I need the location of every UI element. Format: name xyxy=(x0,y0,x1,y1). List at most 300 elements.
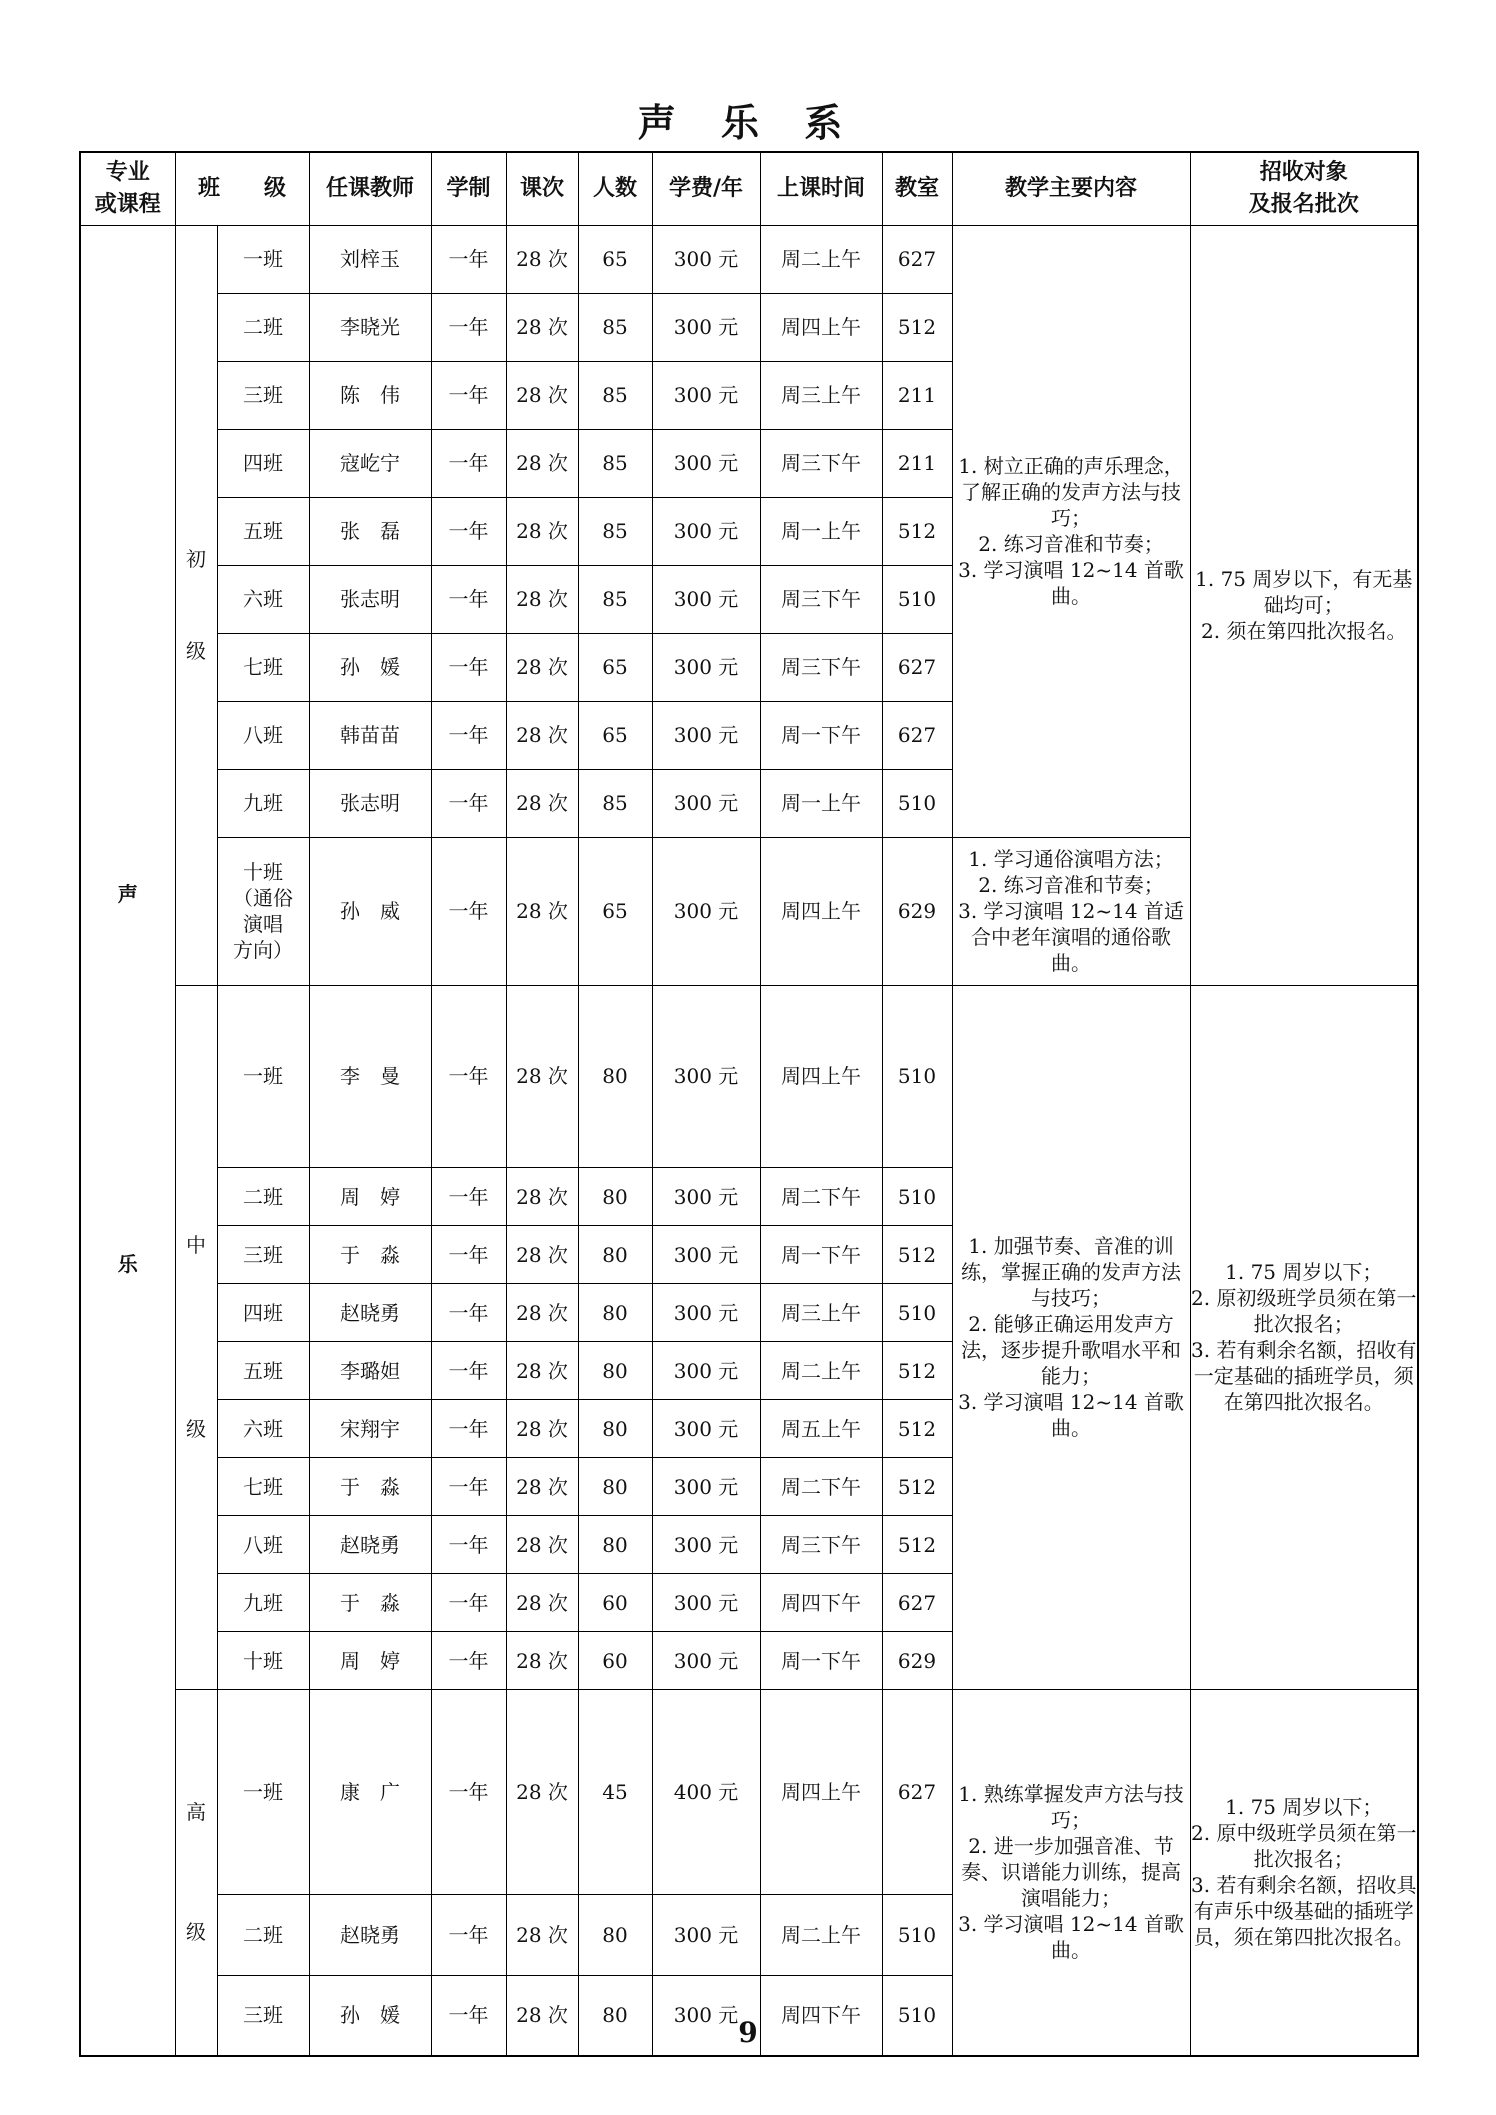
cell-sessions-text: 28 次 xyxy=(516,1300,568,1325)
cell-time-text: 周三上午 xyxy=(781,1300,862,1325)
cell-count xyxy=(578,1226,652,1284)
cell-time-text: 周二下午 xyxy=(781,1184,862,1209)
cell-duration-text: 一年 xyxy=(448,1590,489,1615)
cell-teacher-text: 赵晓勇 xyxy=(340,1532,401,1557)
header-room: 教室 xyxy=(882,152,952,225)
cell-duration xyxy=(431,1400,506,1458)
cell-time-text: 周三下午 xyxy=(781,587,862,611)
cell-duration xyxy=(431,225,506,293)
cell-fee-text: 300 元 xyxy=(673,1358,739,1383)
cell-fee xyxy=(652,1400,760,1458)
cell-sessions-text: 28 次 xyxy=(516,655,568,679)
cell-sessions xyxy=(506,1632,578,1690)
cell-count-text: 80 xyxy=(602,1416,628,1441)
cell-teacher xyxy=(309,1400,431,1458)
class-name-text: 七班 xyxy=(243,655,283,679)
cell-teacher-text: 周 婷 xyxy=(340,1648,401,1673)
cell-room xyxy=(882,1226,952,1284)
cell-count-text: 80 xyxy=(602,1922,628,1947)
class-name xyxy=(217,701,309,769)
cell-count-text: 85 xyxy=(602,451,628,475)
cell-fee-text: 300 元 xyxy=(673,1242,739,1267)
cell-teacher-text: 于 淼 xyxy=(340,1242,401,1267)
class-name-text: 八班 xyxy=(243,1532,283,1557)
cell-room-text: 512 xyxy=(897,1474,937,1499)
cell-sessions xyxy=(506,1400,578,1458)
class-name-text: 二班 xyxy=(243,1922,283,1947)
cell-room xyxy=(882,1895,952,1976)
cell-time-text: 周一上午 xyxy=(781,519,862,543)
cell-fee xyxy=(652,633,760,701)
cell-sessions-text: 28 次 xyxy=(516,519,568,543)
cell-sessions-text: 28 次 xyxy=(516,1780,568,1804)
subject-char: 声 xyxy=(117,881,138,906)
class-name xyxy=(217,1168,309,1226)
cell-count xyxy=(578,985,652,1168)
table-header-row xyxy=(80,152,1418,225)
cell-teacher xyxy=(309,1168,431,1226)
cell-room xyxy=(882,1632,952,1690)
cell-duration xyxy=(431,985,506,1168)
cell-room-text: 512 xyxy=(897,1242,937,1267)
class-name-text: 一班 xyxy=(243,1064,283,1089)
content-advanced-text: 1. 熟练掌握发声方法与技巧； 2. 进一步加强音准、节奏、识谱能力训练，提高演唱能力； 3. 学习演唱 12~14 首歌曲。 xyxy=(958,1782,1184,1963)
cell-duration xyxy=(431,565,506,633)
cell-sessions xyxy=(506,633,578,701)
cell-time-text: 周二下午 xyxy=(781,1474,862,1499)
cell-duration xyxy=(431,1168,506,1226)
class-name xyxy=(217,1574,309,1632)
cell-teacher xyxy=(309,837,431,985)
header-time: 上课时间 xyxy=(760,152,882,225)
eligibility-advanced-text: 1. 75 周岁以下； 2. 原中级班学员须在第一批次报名； 3. 若有剩余名额，招收具有声乐中级基础的插班学员，须在第四批次报名。 xyxy=(1191,1795,1417,1950)
cell-fee-text: 300 元 xyxy=(673,1922,739,1947)
cell-duration xyxy=(431,1516,506,1574)
cell-count-text: 60 xyxy=(602,1648,628,1673)
cell-fee-text: 300 元 xyxy=(673,899,739,923)
cell-duration-text: 一年 xyxy=(448,2003,489,2027)
cell-time-text: 周四下午 xyxy=(781,2003,862,2027)
cell-room xyxy=(882,1690,952,1895)
page-number: 9 xyxy=(738,2016,758,2049)
cell-room-text: 627 xyxy=(897,1590,937,1615)
cell-sessions-text: 28 次 xyxy=(516,1474,568,1499)
cell-count-text: 60 xyxy=(602,1590,628,1615)
cell-room-text: 510 xyxy=(897,791,937,815)
cell-teacher-text: 康 广 xyxy=(340,1780,401,1804)
cell-room-text: 512 xyxy=(897,1532,937,1557)
cell-fee-text: 300 元 xyxy=(673,655,739,679)
class-name xyxy=(217,1895,309,1976)
cell-duration-text: 一年 xyxy=(448,1780,489,1804)
class-name-text: 二班 xyxy=(243,315,283,339)
cell-teacher-text: 韩苗苗 xyxy=(340,723,401,747)
cell-time xyxy=(760,769,882,837)
cell-fee xyxy=(652,497,760,565)
cell-teacher xyxy=(309,1895,431,1976)
cell-time xyxy=(760,1632,882,1690)
cell-fee-text: 300 元 xyxy=(673,1184,739,1209)
cell-duration-text: 一年 xyxy=(448,1064,489,1089)
content-pop-singing xyxy=(952,837,1190,985)
cell-duration-text: 一年 xyxy=(448,1358,489,1383)
content-beginner xyxy=(952,225,1190,837)
class-name xyxy=(217,565,309,633)
cell-sessions xyxy=(506,1690,578,1895)
class-name-text: 五班 xyxy=(243,1358,283,1383)
class-name-text: 七班 xyxy=(243,1474,283,1499)
class-name-text: 十班 （通俗 演唱 方向） xyxy=(233,860,293,962)
cell-count xyxy=(578,1516,652,1574)
cell-count xyxy=(578,361,652,429)
cell-duration xyxy=(431,1342,506,1400)
cell-sessions xyxy=(506,1574,578,1632)
class-name-text: 十班 xyxy=(243,1648,283,1673)
cell-count xyxy=(578,429,652,497)
course-table xyxy=(79,151,1419,2057)
cell-time xyxy=(760,1400,882,1458)
cell-sessions xyxy=(506,1516,578,1574)
cell-duration xyxy=(431,293,506,361)
cell-sessions xyxy=(506,1458,578,1516)
header-count: 人数 xyxy=(578,152,652,225)
class-name xyxy=(217,1690,309,1895)
cell-sessions xyxy=(506,1284,578,1342)
cell-sessions-text: 28 次 xyxy=(516,2003,568,2027)
cell-teacher-text: 孙 媛 xyxy=(340,655,401,679)
cell-sessions-text: 28 次 xyxy=(516,899,568,923)
table-row xyxy=(80,1690,1418,1895)
content-intermediate xyxy=(952,985,1190,1690)
class-name xyxy=(217,769,309,837)
cell-teacher-text: 寇屹宁 xyxy=(340,451,401,475)
cell-sessions xyxy=(506,1895,578,1976)
cell-duration xyxy=(431,701,506,769)
cell-fee xyxy=(652,1168,760,1226)
class-name xyxy=(217,1226,309,1284)
cell-room-text: 512 xyxy=(897,315,937,339)
cell-fee-text: 300 元 xyxy=(673,383,739,407)
cell-time xyxy=(760,225,882,293)
table-row xyxy=(80,225,1418,293)
cell-count-text: 80 xyxy=(602,1532,628,1557)
cell-time-text: 周三下午 xyxy=(781,1532,862,1557)
cell-duration-text: 一年 xyxy=(448,451,489,475)
cell-duration xyxy=(431,361,506,429)
cell-count xyxy=(578,769,652,837)
cell-teacher-text: 赵晓勇 xyxy=(340,1922,401,1947)
cell-room xyxy=(882,633,952,701)
cell-room xyxy=(882,225,952,293)
cell-duration xyxy=(431,633,506,701)
cell-teacher xyxy=(309,293,431,361)
cell-fee-text: 300 元 xyxy=(673,587,739,611)
cell-time xyxy=(760,633,882,701)
cell-teacher-text: 李 曼 xyxy=(340,1064,401,1089)
cell-time xyxy=(760,1168,882,1226)
cell-teacher xyxy=(309,633,431,701)
cell-room-text: 211 xyxy=(897,451,937,475)
class-name-text: 三班 xyxy=(243,1242,283,1267)
cell-count xyxy=(578,1574,652,1632)
cell-room xyxy=(882,1400,952,1458)
class-name-text: 六班 xyxy=(243,1416,283,1441)
cell-room xyxy=(882,565,952,633)
table-row xyxy=(80,985,1418,1168)
cell-sessions-text: 28 次 xyxy=(516,315,568,339)
cell-fee-text: 300 元 xyxy=(673,1590,739,1615)
cell-duration xyxy=(431,1574,506,1632)
cell-duration xyxy=(431,769,506,837)
class-name xyxy=(217,1342,309,1400)
cell-fee xyxy=(652,225,760,293)
cell-count xyxy=(578,633,652,701)
header-class: 班 级 xyxy=(175,152,309,225)
cell-room xyxy=(882,1284,952,1342)
cell-sessions-text: 28 次 xyxy=(516,1416,568,1441)
cell-duration-text: 一年 xyxy=(448,1184,489,1209)
cell-teacher-text: 刘梓玉 xyxy=(340,247,401,271)
cell-teacher xyxy=(309,985,431,1168)
class-name-text: 二班 xyxy=(243,1184,283,1209)
cell-count-text: 85 xyxy=(602,315,628,339)
cell-time-text: 周一下午 xyxy=(781,1648,862,1673)
cell-time xyxy=(760,1690,882,1895)
cell-sessions-text: 28 次 xyxy=(516,791,568,815)
cell-room-text: 510 xyxy=(897,1064,937,1089)
cell-count-text: 65 xyxy=(602,247,628,271)
cell-duration-text: 一年 xyxy=(448,315,489,339)
cell-time-text: 周二上午 xyxy=(781,1922,862,1947)
eligibility-beginner-text: 1. 75 周岁以下，有无基础均可； 2. 须在第四批次报名。 xyxy=(1195,567,1413,643)
cell-teacher xyxy=(309,1632,431,1690)
cell-count-text: 85 xyxy=(602,587,628,611)
cell-room xyxy=(882,1342,952,1400)
cell-teacher xyxy=(309,565,431,633)
cell-sessions-text: 28 次 xyxy=(516,247,568,271)
cell-time-text: 周四下午 xyxy=(781,1590,862,1615)
cell-teacher xyxy=(309,225,431,293)
class-name-text: 四班 xyxy=(243,451,283,475)
cell-time xyxy=(760,497,882,565)
cell-time xyxy=(760,1458,882,1516)
cell-fee xyxy=(652,429,760,497)
content-intermediate-text: 1. 加强节奏、音准的训练，掌握正确的发声方法与技巧； 2. 能够正确运用发声方法，逐步提升歌唱水平和能力； 3. 学习演唱 12~14 首歌曲。 xyxy=(958,1234,1184,1441)
subject-cell xyxy=(80,225,175,2056)
cell-duration xyxy=(431,1632,506,1690)
cell-teacher xyxy=(309,1226,431,1284)
cell-fee xyxy=(652,1632,760,1690)
cell-count-text: 80 xyxy=(602,1064,628,1089)
cell-room xyxy=(882,701,952,769)
cell-time-text: 周一下午 xyxy=(781,723,862,747)
cell-teacher-text: 于 淼 xyxy=(340,1474,401,1499)
cell-room-text: 510 xyxy=(897,1184,937,1209)
cell-room-text: 512 xyxy=(897,1358,937,1383)
cell-room xyxy=(882,1574,952,1632)
cell-count-text: 80 xyxy=(602,1358,628,1383)
cell-time-text: 周三下午 xyxy=(781,451,862,475)
cell-duration-text: 一年 xyxy=(448,383,489,407)
cell-teacher xyxy=(309,1284,431,1342)
eligibility-advanced xyxy=(1190,1690,1418,2056)
cell-sessions-text: 28 次 xyxy=(516,587,568,611)
cell-duration xyxy=(431,1226,506,1284)
cell-fee-text: 300 元 xyxy=(673,723,739,747)
cell-teacher xyxy=(309,1458,431,1516)
cell-fee xyxy=(652,769,760,837)
cell-fee xyxy=(652,1895,760,1976)
cell-count-text: 85 xyxy=(602,791,628,815)
cell-fee-text: 300 元 xyxy=(673,791,739,815)
cell-count xyxy=(578,1458,652,1516)
class-name-text: 五班 xyxy=(243,519,283,543)
cell-count xyxy=(578,1342,652,1400)
cell-fee xyxy=(652,837,760,985)
cell-teacher xyxy=(309,1342,431,1400)
level-label-advanced xyxy=(175,1690,217,2056)
cell-time xyxy=(760,429,882,497)
level-label-beginner xyxy=(175,225,217,985)
cell-fee-text: 400 元 xyxy=(673,1780,739,1804)
cell-count xyxy=(578,1895,652,1976)
cell-sessions-text: 28 次 xyxy=(516,1184,568,1209)
cell-room-text: 512 xyxy=(897,1416,937,1441)
eligibility-intermediate xyxy=(1190,985,1418,1690)
class-name xyxy=(217,429,309,497)
cell-sessions xyxy=(506,361,578,429)
cell-sessions xyxy=(506,1168,578,1226)
cell-duration-text: 一年 xyxy=(448,899,489,923)
cell-duration-text: 一年 xyxy=(448,1474,489,1499)
cell-count xyxy=(578,1284,652,1342)
class-name-text: 六班 xyxy=(243,587,283,611)
cell-duration xyxy=(431,837,506,985)
cell-teacher-text: 张志明 xyxy=(340,587,401,611)
cell-teacher-text: 张志明 xyxy=(340,791,401,815)
cell-fee xyxy=(652,1226,760,1284)
cell-duration-text: 一年 xyxy=(448,247,489,271)
header-teacher: 任课教师 xyxy=(309,152,431,225)
cell-fee-text: 300 元 xyxy=(673,2003,739,2027)
cell-count-text: 80 xyxy=(602,2003,628,2027)
cell-teacher-text: 于 淼 xyxy=(340,1590,401,1615)
cell-duration-text: 一年 xyxy=(448,1648,489,1673)
cell-teacher-text: 孙 媛 xyxy=(340,2003,401,2027)
cell-duration xyxy=(431,1284,506,1342)
cell-count-text: 80 xyxy=(602,1184,628,1209)
cell-count xyxy=(578,225,652,293)
content-advanced xyxy=(952,1690,1190,2056)
cell-teacher xyxy=(309,429,431,497)
cell-duration xyxy=(431,1895,506,1976)
cell-sessions-text: 28 次 xyxy=(516,1064,568,1089)
cell-count xyxy=(578,293,652,361)
cell-time-text: 周一下午 xyxy=(781,1242,862,1267)
cell-sessions xyxy=(506,701,578,769)
cell-duration-text: 一年 xyxy=(448,1242,489,1267)
subject-char: 乐 xyxy=(117,1251,138,1276)
level-label-intermediate-text: 中 级 xyxy=(186,1233,206,1442)
cell-count-text: 85 xyxy=(602,519,628,543)
class-name xyxy=(217,1400,309,1458)
cell-room xyxy=(882,1168,952,1226)
cell-room xyxy=(882,497,952,565)
class-name-text: 一班 xyxy=(243,247,283,271)
cell-count xyxy=(578,701,652,769)
cell-time-text: 周五上午 xyxy=(781,1416,862,1441)
cell-fee-text: 300 元 xyxy=(673,315,739,339)
cell-fee xyxy=(652,1458,760,1516)
cell-fee-text: 300 元 xyxy=(673,247,739,271)
cell-teacher-text: 孙 威 xyxy=(340,899,401,923)
cell-teacher-text: 李晓光 xyxy=(340,315,401,339)
cell-teacher xyxy=(309,769,431,837)
cell-sessions xyxy=(506,769,578,837)
cell-duration-text: 一年 xyxy=(448,1300,489,1325)
cell-room xyxy=(882,837,952,985)
cell-fee xyxy=(652,293,760,361)
cell-room-text: 510 xyxy=(897,587,937,611)
cell-teacher xyxy=(309,1690,431,1895)
cell-time-text: 周四上午 xyxy=(781,1780,862,1804)
cell-count-text: 45 xyxy=(602,1780,628,1804)
cell-room xyxy=(882,1516,952,1574)
cell-room-text: 627 xyxy=(897,247,937,271)
cell-time xyxy=(760,1284,882,1342)
class-name xyxy=(217,1458,309,1516)
cell-count xyxy=(578,1168,652,1226)
cell-fee-text: 300 元 xyxy=(673,1300,739,1325)
cell-duration xyxy=(431,497,506,565)
cell-fee xyxy=(652,985,760,1168)
cell-time-text: 周四上午 xyxy=(781,315,862,339)
cell-fee xyxy=(652,1516,760,1574)
cell-fee-text: 300 元 xyxy=(673,1474,739,1499)
header-content: 教学主要内容 xyxy=(952,152,1190,225)
cell-fee xyxy=(652,1690,760,1895)
class-name-text: 九班 xyxy=(243,791,283,815)
cell-room xyxy=(882,293,952,361)
cell-count-text: 65 xyxy=(602,655,628,679)
cell-teacher xyxy=(309,1516,431,1574)
cell-count xyxy=(578,1690,652,1895)
cell-room-text: 510 xyxy=(897,1922,937,1947)
class-name-text: 八班 xyxy=(243,723,283,747)
cell-time xyxy=(760,1895,882,1976)
class-name xyxy=(217,837,309,985)
cell-fee-text: 300 元 xyxy=(673,1648,739,1673)
cell-count xyxy=(578,497,652,565)
level-label-advanced-text: 高 级 xyxy=(186,1800,206,1945)
cell-count xyxy=(578,565,652,633)
eligibility-beginner xyxy=(1190,225,1418,985)
class-name-text: 四班 xyxy=(243,1300,283,1325)
cell-duration-text: 一年 xyxy=(448,1532,489,1557)
cell-fee xyxy=(652,1284,760,1342)
cell-count-text: 65 xyxy=(602,899,628,923)
class-name xyxy=(217,361,309,429)
cell-room-text: 627 xyxy=(897,655,937,679)
cell-time-text: 周三下午 xyxy=(781,655,862,679)
subject-name xyxy=(81,226,175,2055)
cell-sessions-text: 28 次 xyxy=(516,723,568,747)
cell-duration-text: 一年 xyxy=(448,723,489,747)
cell-sessions xyxy=(506,497,578,565)
cell-sessions-text: 28 次 xyxy=(516,1532,568,1557)
cell-teacher-text: 宋翔宇 xyxy=(340,1416,401,1441)
cell-duration-text: 一年 xyxy=(448,519,489,543)
